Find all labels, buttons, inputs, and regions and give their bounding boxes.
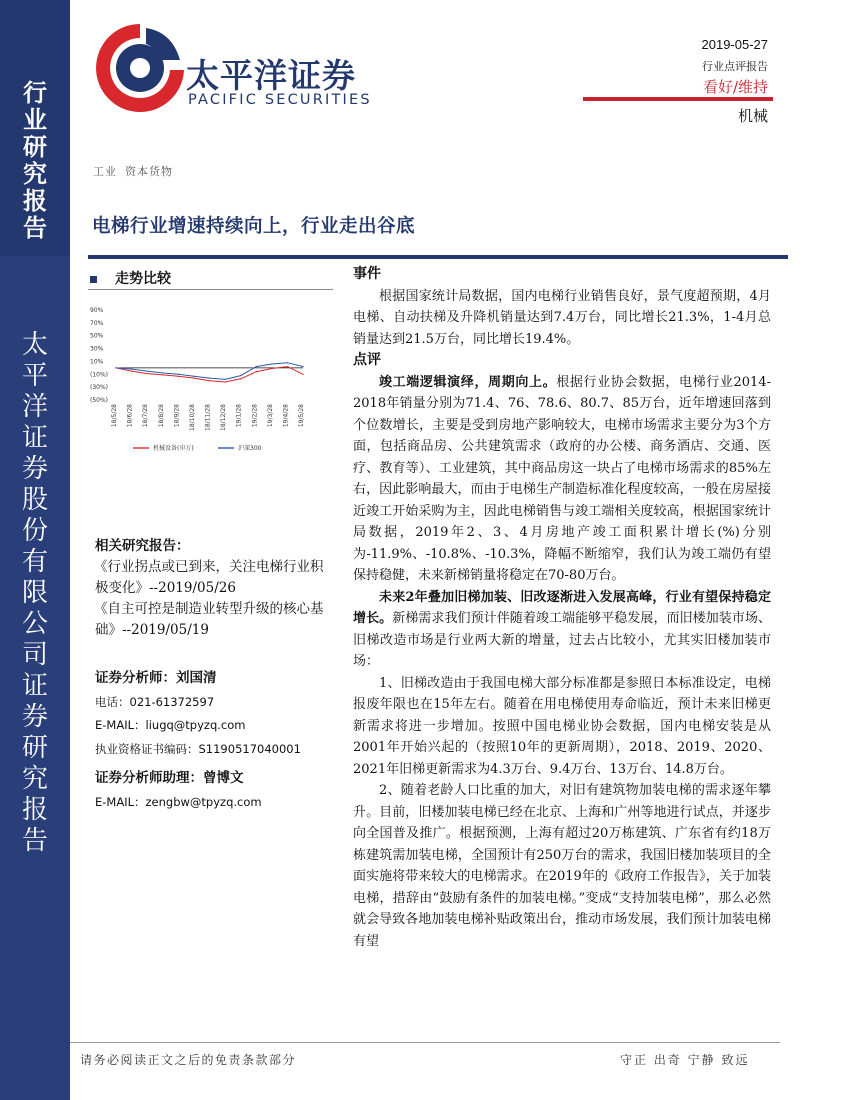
category-breadcrumb <box>93 163 173 179</box>
data-point <box>147 370 148 371</box>
report-body <box>353 264 771 952</box>
data-point <box>178 374 179 375</box>
data-point <box>224 381 225 382</box>
data-point <box>209 378 210 379</box>
analyst-phone: 021-61372597 <box>129 695 215 709</box>
data-point <box>271 368 272 369</box>
data-point <box>162 374 163 375</box>
related-reports <box>95 536 333 641</box>
data-point <box>287 362 288 363</box>
sidebar-top-char: 报 <box>23 187 47 215</box>
x-tick-label: 18/11/28 <box>204 404 212 431</box>
comment-paragraph-2 <box>353 587 771 673</box>
footer-divider <box>70 1042 780 1043</box>
page-title: 电梯行业增速持续向上，行业走出谷底 <box>92 216 416 237</box>
event-paragraph: 根据国家统计局数据，国内电梯行业销售良好，景气度超预期，4月电梯、自动扶梯及升降机销量达到7.4万台，同比增长21.3%，1-4月总销量达到21.5万台，同比增长19.4%。 <box>353 288 771 347</box>
data-point <box>162 372 163 373</box>
report-type: 行业点评报告 <box>702 60 768 73</box>
sidebar-bottom-char: 券 <box>21 702 48 732</box>
related-report-item[interactable]: 《自主可控是制造业转型升级的核心基础》--2019/05/19 <box>94 601 324 638</box>
related-reports-heading: 相关研究报告： <box>95 538 190 554</box>
sidebar-bottom-char: 证 <box>21 671 48 701</box>
logo-chinese-name: 太平洋证券 <box>186 56 356 95</box>
trend-comparison-chart <box>88 300 333 470</box>
paragraph-text: 新梯需求我们预计伴随着竣工端能够平稳发展，而旧楼加装市场、旧梯改造市场是行业两大新的增量，过去占比较小，尤其实旧楼加装市场： <box>353 611 771 669</box>
data-point <box>271 363 272 364</box>
assistant-line <box>95 766 244 786</box>
sidebar-bottom-char: 券 <box>21 454 48 484</box>
footer-motto: 守正 出奇 宁静 致远 <box>620 1053 750 1067</box>
y-tick-label: (30%) <box>90 384 109 392</box>
sidebar-bottom-char: 研 <box>21 733 48 763</box>
event-heading: 事件 <box>353 266 381 282</box>
assistant-email-line <box>95 794 262 810</box>
sidebar-bottom-char: 司 <box>21 640 48 670</box>
category-level-1: 工业 <box>93 165 117 178</box>
x-tick-label: 19/3/28 <box>266 404 274 428</box>
category-level-2: 资本货物 <box>125 165 173 178</box>
data-point <box>131 370 132 371</box>
sidebar-bottom-char: 太 <box>21 330 48 360</box>
analyst-name: 刘国清 <box>176 670 217 686</box>
assistant-label: 证券分析师助理： <box>95 770 203 786</box>
x-tick-label: 19/2/28 <box>251 404 259 428</box>
paragraph-lead: 未来2年叠加旧梯加装、旧改逐渐进入发展高峰，行业有望保持稳定增长。 <box>353 589 771 626</box>
sidebar-bottom-char: 公 <box>21 609 48 639</box>
data-point <box>256 371 257 372</box>
footer-disclaimer: 请务必阅读正文之后的免责条款部分 <box>80 1053 297 1067</box>
x-tick-label: 18/8/28 <box>157 404 165 428</box>
x-tick-label: 18/12/28 <box>220 404 228 431</box>
data-point <box>193 378 194 379</box>
cert-label: 执业资格证书编码： <box>95 742 199 756</box>
data-point <box>240 378 241 379</box>
y-tick-label: 10% <box>90 358 104 366</box>
sidebar-bottom-char: 限 <box>21 578 48 608</box>
sidebar-top-char: 行 <box>23 79 47 107</box>
analyst-line <box>95 666 217 686</box>
email-label: E-MAIL： <box>95 718 146 732</box>
sidebar-top-char: 研 <box>23 133 47 161</box>
sidebar-bottom-char: 洋 <box>21 392 48 422</box>
data-point <box>131 369 132 370</box>
industry-sector: 机械 <box>737 107 768 125</box>
data-point <box>209 380 210 381</box>
legend-label: 机械设备(申万) <box>153 445 194 452</box>
x-tick-label: 19/4/28 <box>282 404 290 428</box>
analyst-phone-line <box>95 694 214 710</box>
paragraph-lead: 竣工端逻辑演绎，周期向上。 <box>379 374 557 390</box>
sidebar-bottom-char: 股 <box>21 485 48 515</box>
sidebar-bottom-char: 告 <box>21 826 48 856</box>
x-tick-label: 18/9/28 <box>173 404 181 428</box>
x-tick-label: 19/5/28 <box>298 404 305 428</box>
assistant-email[interactable]: zengbw@tpyzq.com <box>145 795 262 809</box>
comment-paragraph-4: 2、随着老龄人口比重的加大，对旧有建筑物加装电梯的需求逐年攀升。目前，旧楼加装电梯已经在北京、上海和广州等地进行试点，并逐步向全国普及推广。根据预测，上海有超过20万栋建筑、广东省有约18万栋建筑需加装电梯，全国预计有250万台的需求，我国旧楼加装项目的全面实施将带来较大的电梯需求。在2019年的《政府工作报告》，关于加装电梯，措辞由“鼓励有条件的加装电梯。”变成“支持加装电梯”，那么必然就会导致各地加装电梯补贴政策出台，推动市场发展，我们预计加装电梯有望 <box>353 783 771 949</box>
sidebar-company-name <box>0 330 70 857</box>
data-point <box>193 376 194 377</box>
y-tick-label: 30% <box>90 345 104 353</box>
sidebar-bottom-char: 有 <box>21 547 48 577</box>
y-tick-label: (50%) <box>90 397 109 404</box>
legend-label: 沪深300 <box>238 445 262 452</box>
x-tick-label: 18/10/28 <box>188 404 196 431</box>
comment-paragraph-3: 1、旧梯改造由于我国电梯大部分标准都是参照日本标准设定，电梯报废年限也在15年左右。随着在用电梯使用寿命临近，预计未来旧梯更新需求将进一步增加。按照中国电梯业协会数据，国内电梯安装是从2001年开始兴起的（按照10年的更新周期），2018、2019、2020、2021年旧梯更新需求为4.3万台、9.4万台、13万台、14.8万台。 <box>353 675 771 777</box>
phone-label: 电话： <box>95 695 130 709</box>
sidebar-top-char: 告 <box>23 214 47 242</box>
analyst-email[interactable]: liugq@tpyzq.com <box>145 718 246 732</box>
data-point <box>302 374 303 375</box>
sidebar-report-type <box>0 80 70 242</box>
report-date: 2019-05-27 <box>701 37 768 52</box>
series-line-machinery <box>116 367 303 382</box>
title-divider <box>88 255 788 259</box>
x-tick-label: 18/5/28 <box>111 404 118 428</box>
y-tick-label: 90% <box>90 307 104 314</box>
series-line-csi300 <box>116 363 303 380</box>
analyst-label: 证券分析师： <box>95 670 176 686</box>
comment-paragraph-1 <box>353 372 771 587</box>
analyst-email-line <box>95 717 245 733</box>
header-red-rule <box>583 97 773 101</box>
trend-divider <box>88 289 333 290</box>
investment-rating: 看好/维持 <box>702 78 768 96</box>
data-point <box>302 366 303 367</box>
sidebar-bottom-char: 份 <box>21 516 48 546</box>
related-report-item[interactable]: 《行业拐点或已到来，关注电梯行业积极变化》--2019/05/26 <box>94 559 324 596</box>
x-tick-label: 18/7/28 <box>142 404 150 428</box>
data-point <box>240 375 241 376</box>
assistant-name: 曾博文 <box>203 770 244 786</box>
x-tick-label: 18/6/28 <box>126 404 134 428</box>
data-point <box>224 379 225 380</box>
assistant-email-label: E-MAIL： <box>95 795 146 809</box>
logo-english-name: PACIFIC SECURITIES <box>188 92 372 108</box>
analyst-cert-number: S1190517040001 <box>198 742 301 756</box>
analyst-cert-line <box>95 741 301 757</box>
data-point <box>287 366 288 367</box>
comment-heading: 点评 <box>353 352 381 368</box>
paragraph-text: 根据行业协会数据，电梯行业2014-2018年销量分别为71.4、76、78.6、80.7、85万台，近年增速回落到个位数增长，主要是受到房地产影响较大，电梯市场需求主要分为3个方面，包括商品房、公共建筑需求（政府的办公楼、商务酒店、交通、医疗、教育等）、工业建筑，其中商品房这一块占了电梯市场需求的85%左右，因此影响最大，而由于电梯生产制造标准化程度较高，一般在房屋接近竣工开始采购为主，因此电梯销售与竣工端相关度较高，根据国家统计局数据，2019年2、3、4月房地产竣工面积累计增长(%)分别为-11.9%、-10.8%、-10.3%，降幅不断缩窄，我们认为竣工端仍有望保持稳健，未来新梯销量将稳定在70-80万台。 <box>353 374 771 583</box>
y-tick-label: 50% <box>90 332 104 340</box>
sidebar-bottom-char: 究 <box>21 764 48 794</box>
trend-section-heading <box>90 268 171 288</box>
y-tick-label: 70% <box>90 319 104 327</box>
sidebar-bottom-char: 平 <box>21 361 48 391</box>
sidebar-bottom-char: 证 <box>21 423 48 453</box>
x-tick-label: 19/1/28 <box>235 404 243 428</box>
data-point <box>147 373 148 374</box>
sidebar-bottom-char: 报 <box>21 795 48 825</box>
sidebar-top-char: 究 <box>23 160 47 188</box>
data-point <box>256 366 257 367</box>
y-tick-label: (10%) <box>90 371 109 379</box>
trend-heading-text: 走势比较 <box>115 271 171 287</box>
data-point <box>178 376 179 377</box>
square-bullet-icon <box>90 276 97 283</box>
sidebar-top-char: 业 <box>23 106 47 134</box>
data-point <box>115 367 116 368</box>
